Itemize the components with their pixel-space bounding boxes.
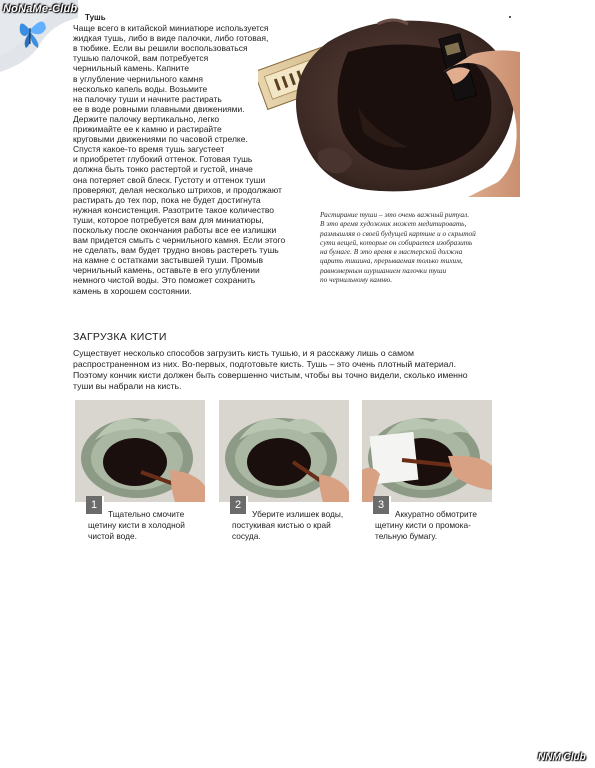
caption-line: царить тишина, прерываемая только тихим, (320, 256, 463, 266)
caption-line: на бумаге. В это время в мастерской должна (320, 247, 463, 257)
body-line: нужная консистенция. Разотрите такое количество (73, 204, 275, 215)
body-line: чернильный камень. Капните (73, 63, 189, 74)
step-line: щетину кисти о промока- (375, 520, 471, 530)
caption-line: равномерным шуршанием палочки туши (320, 265, 447, 275)
step-1-text (88, 509, 208, 542)
section-title: ЗАГРУЗКА КИСТИ (73, 331, 167, 343)
body-line: растирать до тех пор, пока не будет достигнута (73, 194, 261, 205)
body-line: прижимайте ее к камню и растирайте (73, 124, 222, 135)
step-line: постукивая кистью о край (232, 520, 331, 530)
body-line: в тюбике. Если вы решили воспользоваться (73, 43, 248, 54)
caption-line: по чернильному камню. (320, 275, 393, 285)
body-line: круговыми движениями по часовой стрелке. (73, 134, 248, 145)
intro-line: распространенном из них. Во-первых, подготовьте кисть. Тушь – это очень плотный материал. (73, 359, 456, 369)
body-line: поскольку после окончания работы все ее излишки (73, 224, 277, 235)
step-2-photo (219, 400, 349, 502)
step-1-photo (75, 400, 205, 502)
body-line: проверяют, делая несколько штрихов, и продолжают (73, 184, 282, 195)
body-line: Тушь (85, 13, 106, 22)
section-intro (73, 348, 513, 392)
body-line: немного чистой воды. Это поможет сохранить (73, 275, 256, 286)
step-2-text (232, 509, 352, 542)
body-line: на палочку туши и начните растирать (73, 93, 222, 104)
body-line: не сделать, вам будет трудно вновь растереть тушь (73, 245, 279, 256)
body-line: в углубление чернильного камня (73, 73, 203, 84)
step-3-text (375, 509, 495, 542)
body-line: ее в воде ровными плавными движениями. (73, 103, 245, 114)
step-2-number: 2 (230, 496, 248, 514)
body-line: Чаще всего в китайской миниатюре используется (73, 23, 269, 34)
step-line: Аккуратно обмотрите (395, 509, 477, 519)
body-line: на камне с остатками застывшей туши. Промыв (73, 255, 264, 266)
step-1-number: 1 (86, 496, 104, 514)
caption-line: сути вещей, которые он собирается изобразить (320, 237, 473, 247)
photo-caption (320, 210, 502, 284)
intro-line: туши вы набрали на кисть. (73, 381, 182, 391)
step-line: Тщательно смочите (108, 509, 185, 519)
caption-line: размышляя о своей будущей картине и о скрытой (320, 228, 476, 238)
body-line: камень в хорошем состоянии. (73, 285, 192, 296)
body-line: вам придется смыть с чернильного камня. Если этого (73, 235, 286, 246)
intro-line: Поэтому кончик кисти должен быть совершенно чистым, чтобы вы точно видели, сколько именно (73, 370, 468, 380)
body-line: жидкая тушь, либо в виде палочки, либо готовая, (73, 33, 269, 44)
body-line: тушью палочкой, вам потребуется (73, 53, 209, 64)
step-3-photo (362, 400, 492, 502)
body-line: должна быть тонко растертой и густой, иначе (73, 164, 253, 175)
watermark-top: NoNaMe-Club (3, 3, 78, 15)
caption-line: В это время художник может медитировать, (320, 219, 467, 229)
body-line: несколько капель воды. Возьмите (73, 83, 208, 94)
intro-line: Существует несколько способов загрузить кисть тушью, и я расскажу лишь о самом (73, 348, 414, 358)
watermark-bottom: NNM Club (538, 752, 586, 763)
step-line: Уберите излишек воды, (252, 509, 344, 519)
body-line: Держите палочку вертикально, легко (73, 113, 220, 124)
step-line: щетину кисти в холодной (88, 520, 185, 530)
body-line: чернильный камень, оставьте в его углублении (73, 265, 260, 276)
step-line: тельную бумагу. (375, 531, 438, 541)
step-line: сосуда. (232, 531, 261, 541)
ink-stone-photo (258, 12, 520, 197)
body-line: туши, которое потребуется вам для миниатюры, (73, 214, 264, 225)
body-line: и приобретет глубокий оттенок. Готовая тушь (73, 154, 253, 165)
body-line: Спустя какое-то время тушь загустеет (73, 144, 225, 155)
body-line: она потеряет свой блеск. Густоту и оттенок туши (73, 174, 266, 185)
caption-line: Растирание туши – это очень важный ритуал. (320, 210, 470, 219)
step-line: чистой воде. (88, 531, 137, 541)
step-3-number: 3 (373, 496, 391, 514)
